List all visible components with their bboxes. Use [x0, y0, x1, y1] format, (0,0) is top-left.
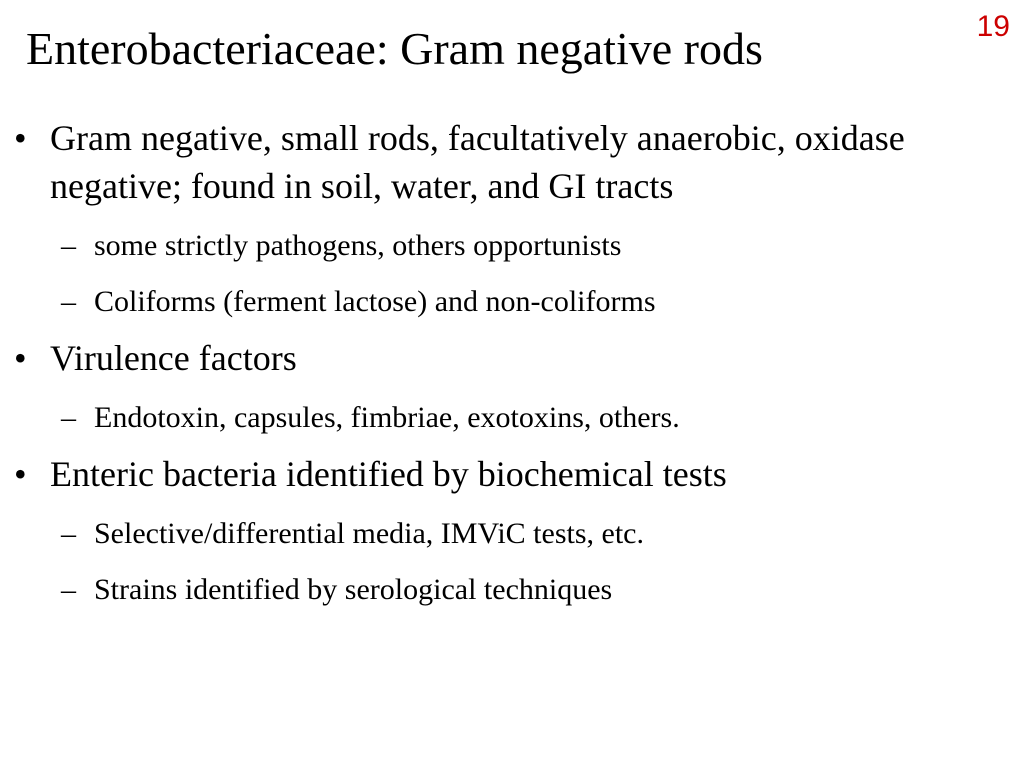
dash-marker-icon: – [61, 229, 76, 262]
bullet-item [14, 334, 1010, 382]
sub-bullet-text: Selective/differential media, IMViC tests, etc. [94, 517, 644, 550]
sub-bullet-text: Endotoxin, capsules, fimbriae, exotoxins, others. [94, 401, 680, 434]
sub-bullet-text: some strictly pathogens, others opportunists [94, 229, 622, 262]
slide-title: Enterobacteriaceae: Gram negative rods [26, 23, 763, 74]
sub-bullet-item [61, 514, 994, 554]
dash-marker-icon: – [61, 285, 76, 318]
sub-bullet-text: Strains identified by serological techniques [94, 573, 613, 606]
sub-bullet-item [61, 570, 994, 610]
bullet-item [14, 114, 1010, 210]
slide-number: 19 [976, 10, 1010, 43]
sub-bullet-text: Coliforms (ferment lactose) and non-coliforms [94, 285, 656, 318]
bullet-marker-icon: • [14, 118, 27, 158]
bullet-item [14, 450, 1010, 498]
dash-marker-icon: – [61, 401, 76, 434]
sub-bullet-item [61, 282, 994, 322]
bullet-text: Enteric bacteria identified by biochemical tests [50, 454, 727, 494]
dash-marker-icon: – [61, 517, 76, 550]
bullet-list [0, 114, 1024, 610]
bullet-marker-icon: • [14, 338, 27, 378]
sub-bullet-item [61, 226, 994, 266]
bullet-text: Gram negative, small rods, facultatively anaerobic, oxidase negative; found in soil, water, and GI tracts [50, 118, 905, 206]
bullet-text: Virulence factors [50, 338, 297, 378]
sub-bullet-item [61, 398, 994, 438]
dash-marker-icon: – [61, 573, 76, 606]
bullet-marker-icon: • [14, 454, 27, 494]
